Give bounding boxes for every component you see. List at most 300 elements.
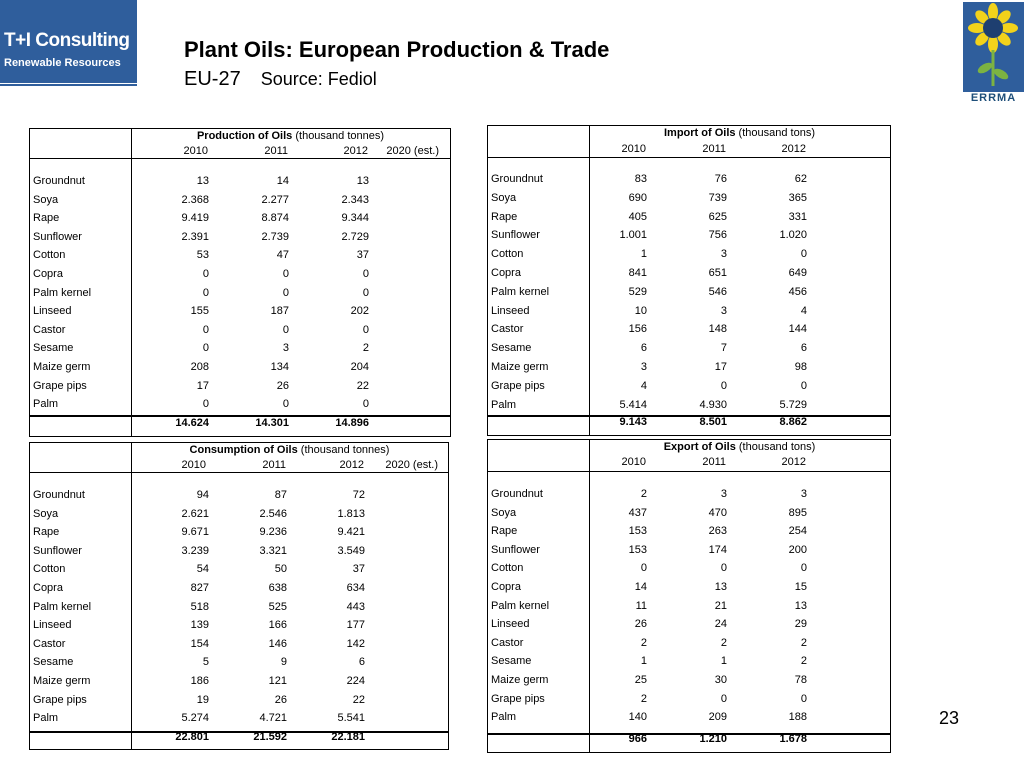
production-table — [29, 128, 451, 437]
row-value: 5.729 — [779, 398, 807, 411]
row-value: 0 — [282, 268, 289, 280]
row-value: 263 — [708, 525, 727, 538]
row-value: 15 — [794, 581, 807, 593]
total-row — [30, 414, 450, 432]
table-row — [488, 485, 890, 503]
year-header: 2010 — [181, 459, 206, 471]
row-value: 2.621 — [181, 507, 209, 520]
row-label: Sesame — [491, 655, 532, 668]
total-value: 21.592 — [253, 731, 287, 743]
table-row — [488, 189, 890, 207]
row-value: 2.729 — [341, 230, 369, 243]
row-value: 188 — [788, 711, 807, 724]
table-title-unit: (thousand tons) — [735, 441, 816, 453]
header-divider — [488, 157, 890, 158]
row-value: 166 — [268, 619, 287, 632]
production-table-title — [131, 130, 450, 143]
row-value: 625 — [708, 210, 727, 223]
row-value: 3 — [640, 361, 647, 373]
row-value: 156 — [628, 323, 647, 336]
row-value: 3 — [720, 488, 727, 500]
row-label: Palm — [33, 712, 59, 725]
row-label: Maize germ — [33, 361, 91, 373]
table-row — [488, 541, 890, 559]
row-value: 62 — [794, 173, 807, 185]
import-table-title — [589, 127, 890, 140]
total-row — [30, 728, 448, 746]
year-header: 2012 — [781, 456, 806, 468]
row-value: 470 — [708, 506, 727, 519]
table-row — [30, 505, 448, 523]
row-value: 0 — [800, 248, 807, 261]
row-label: Palm kernel — [33, 286, 92, 299]
row-value: 0 — [202, 323, 209, 336]
table-row — [488, 320, 890, 338]
table-row — [488, 396, 890, 414]
total-value: 22.801 — [175, 731, 209, 743]
table-row — [30, 486, 448, 504]
row-value: 6 — [640, 342, 647, 355]
row-value: 13 — [356, 175, 369, 187]
row-value: 1.020 — [779, 229, 807, 242]
row-value: 0 — [362, 268, 369, 280]
row-value: 2 — [362, 342, 369, 355]
total-value: 966 — [628, 733, 647, 745]
row-label: Soya — [33, 507, 59, 520]
row-value: 153 — [628, 543, 647, 556]
table-title-unit: (thousand tons) — [735, 127, 815, 139]
row-label: Maize germ — [491, 674, 549, 686]
row-label: Groundnut — [491, 488, 543, 500]
row-label: Rape — [33, 526, 60, 539]
row-value: 139 — [190, 619, 209, 632]
table-row — [488, 634, 890, 652]
errma-logo — [963, 2, 1024, 105]
row-value: 2 — [800, 655, 807, 668]
table-row — [30, 228, 450, 246]
table-title-bold: Production of Oils — [196, 130, 293, 142]
row-value: 146 — [268, 637, 287, 650]
row-value: 4 — [800, 304, 807, 317]
table-row — [488, 226, 890, 244]
row-value: 9.236 — [259, 526, 287, 539]
table-row — [30, 598, 448, 616]
row-value: 1 — [640, 248, 647, 261]
row-label: Grape pips — [33, 379, 87, 392]
table-row — [488, 283, 890, 301]
consumption-table — [29, 442, 449, 750]
row-value: 2.391 — [181, 230, 209, 243]
row-label: Palm kernel — [33, 600, 92, 613]
total-value: 1.210 — [699, 733, 727, 745]
row-value: 154 — [190, 637, 209, 650]
row-value: 2 — [640, 488, 647, 500]
table-row — [30, 284, 450, 302]
row-value: 0 — [800, 692, 807, 705]
table-row — [30, 302, 450, 320]
row-value: 2.368 — [181, 193, 209, 206]
table-row — [30, 691, 448, 709]
logo-line-2: Renewable Resources — [4, 57, 121, 69]
year-header: 2020 (est.) — [386, 145, 439, 157]
row-value: 94 — [196, 489, 209, 501]
table-row — [488, 671, 890, 689]
row-value: 0 — [720, 379, 727, 392]
row-value: 1.001 — [619, 229, 647, 242]
row-label: Castor — [33, 323, 66, 336]
table-row — [30, 358, 450, 376]
row-value: 0 — [362, 286, 369, 299]
row-label: Linseed — [491, 304, 530, 317]
row-label: Sesame — [491, 342, 532, 355]
row-value: 525 — [268, 600, 287, 613]
table-row — [488, 559, 890, 577]
logo-line-1: T+I Consulting — [4, 30, 130, 51]
row-value: 2 — [640, 636, 647, 649]
row-value: 17 — [714, 361, 727, 373]
table-row — [488, 302, 890, 320]
table-row — [30, 191, 450, 209]
table-row — [488, 358, 890, 376]
export-table-title — [589, 441, 890, 454]
row-value: 529 — [628, 285, 647, 298]
row-value: 134 — [270, 361, 289, 373]
row-value: 4 — [640, 379, 647, 392]
row-value: 0 — [202, 398, 209, 411]
row-value: 9.671 — [181, 526, 209, 539]
table-row — [30, 653, 448, 671]
row-value: 144 — [788, 323, 807, 336]
row-value: 0 — [362, 398, 369, 411]
row-value: 153 — [628, 525, 647, 538]
row-value: 208 — [190, 361, 209, 373]
total-value: 9.143 — [619, 416, 647, 428]
row-label: Cotton — [491, 562, 524, 575]
row-value: 72 — [352, 489, 365, 501]
row-value: 2.546 — [259, 507, 287, 520]
row-value: 30 — [714, 674, 727, 686]
row-label: Linseed — [33, 619, 72, 632]
row-value: 24 — [714, 618, 727, 631]
row-value: 26 — [634, 618, 647, 631]
year-header: 2012 — [339, 459, 364, 471]
table-row — [30, 321, 450, 339]
row-label: Castor — [491, 323, 524, 336]
row-value: 518 — [190, 600, 209, 613]
row-value: 2.739 — [261, 230, 289, 243]
row-label: Cotton — [491, 248, 524, 261]
row-value: 0 — [720, 692, 727, 705]
row-value: 11 — [635, 599, 647, 612]
row-value: 6 — [358, 656, 365, 669]
row-value: 365 — [788, 191, 807, 204]
row-label: Linseed — [491, 618, 530, 631]
row-value: 0 — [720, 562, 727, 575]
row-value: 76 — [714, 173, 727, 185]
row-value: 204 — [350, 361, 369, 373]
row-value: 3 — [800, 488, 807, 500]
row-label: Grape pips — [491, 379, 545, 392]
table-row — [488, 690, 890, 708]
row-value: 121 — [268, 675, 287, 687]
header-divider — [488, 471, 890, 472]
total-row — [488, 730, 890, 748]
row-value: 37 — [356, 249, 369, 262]
row-label: Rape — [491, 525, 518, 538]
table-row — [488, 504, 890, 522]
row-value: 37 — [352, 563, 365, 576]
year-header: 2011 — [702, 456, 726, 468]
row-value: 7 — [720, 342, 727, 355]
row-value: 10 — [634, 304, 647, 317]
row-value: 2.343 — [341, 193, 369, 206]
row-value: 2 — [800, 636, 807, 649]
row-value: 54 — [196, 563, 209, 576]
table-title-unit: (thousand tonnes) — [292, 130, 385, 142]
row-value: 13 — [714, 581, 727, 593]
year-header: 2010 — [183, 145, 208, 157]
row-label: Soya — [491, 191, 517, 204]
row-label: Sunflower — [491, 229, 540, 242]
row-value: 14 — [634, 581, 647, 593]
logo-divider — [0, 84, 137, 86]
row-label: Groundnut — [491, 173, 543, 185]
row-value: 1 — [640, 655, 647, 668]
total-value: 14.624 — [175, 417, 209, 429]
row-label: Copra — [491, 581, 521, 593]
row-value: 47 — [276, 249, 289, 262]
row-value: 142 — [346, 637, 365, 650]
page-subtitle — [184, 68, 377, 91]
table-title-bold: Consumption of Oils — [189, 444, 298, 456]
table-row — [30, 395, 450, 413]
row-value: 443 — [346, 600, 365, 613]
row-value: 0 — [202, 268, 209, 280]
row-value: 0 — [362, 323, 369, 336]
row-value: 200 — [788, 543, 807, 556]
row-label: Groundnut — [33, 489, 85, 501]
row-label: Cotton — [33, 563, 66, 576]
table-row — [30, 635, 448, 653]
row-value: 83 — [634, 173, 647, 185]
table-row — [488, 170, 890, 188]
row-value: 224 — [346, 675, 365, 687]
row-value: 78 — [794, 674, 807, 686]
row-value: 202 — [350, 305, 369, 318]
row-value: 3.321 — [259, 544, 287, 557]
total-value: 22.181 — [331, 731, 365, 743]
row-label: Sesame — [33, 656, 74, 669]
row-value: 827 — [190, 582, 209, 594]
row-value: 254 — [788, 525, 807, 538]
row-label: Copra — [33, 268, 63, 280]
consumption-table-title — [131, 444, 448, 457]
table-title-bold: Export of Oils — [663, 441, 736, 453]
table-row — [30, 339, 450, 357]
row-value: 26 — [276, 379, 289, 392]
total-row — [488, 413, 890, 431]
sunflower-icon — [963, 2, 1024, 92]
year-header: 2011 — [264, 145, 288, 157]
table-row — [488, 615, 890, 633]
table-title-bold: Import of Oils — [664, 127, 736, 139]
row-value: 1.813 — [337, 507, 365, 520]
row-label: Rape — [33, 212, 60, 225]
region-label: EU-27 — [184, 68, 241, 90]
table-row — [30, 377, 450, 395]
row-label: Palm — [33, 398, 59, 411]
row-value: 1 — [720, 655, 727, 668]
row-value: 0 — [202, 286, 209, 299]
row-value: 5.541 — [337, 712, 365, 725]
row-label: Cotton — [33, 249, 66, 262]
page-number: 23 — [939, 708, 960, 728]
row-value: 5 — [202, 656, 209, 669]
row-label: Sunflower — [491, 543, 540, 556]
row-label: Groundnut — [33, 175, 85, 187]
table-row — [488, 652, 890, 670]
table-row — [30, 542, 448, 560]
row-value: 0 — [800, 562, 807, 575]
row-value: 22 — [352, 693, 365, 706]
table-row — [488, 578, 890, 596]
total-value: 14.301 — [255, 417, 289, 429]
row-value: 98 — [794, 361, 807, 373]
row-label: Linseed — [33, 305, 72, 318]
row-value: 2 — [640, 692, 647, 705]
row-value: 9.421 — [337, 526, 365, 539]
row-value: 29 — [794, 618, 807, 631]
row-value: 0 — [282, 286, 289, 299]
row-value: 3 — [720, 304, 727, 317]
row-value: 0 — [800, 379, 807, 392]
year-header: 2012 — [343, 145, 368, 157]
table-row — [488, 377, 890, 395]
row-value: 26 — [274, 693, 287, 706]
row-value: 9.419 — [181, 212, 209, 225]
row-label: Sunflower — [33, 544, 82, 557]
header-divider — [30, 472, 448, 473]
row-value: 186 — [190, 675, 209, 687]
row-value: 895 — [788, 506, 807, 519]
row-value: 140 — [628, 711, 647, 724]
row-value: 5.274 — [181, 712, 209, 725]
row-value: 4.721 — [259, 712, 287, 725]
row-value: 690 — [628, 191, 647, 204]
row-value: 155 — [190, 305, 209, 318]
table-row — [30, 579, 448, 597]
row-value: 13 — [196, 175, 209, 187]
row-value: 187 — [270, 305, 289, 318]
row-value: 2.277 — [261, 193, 289, 206]
row-value: 739 — [708, 191, 727, 204]
table-row — [488, 522, 890, 540]
row-label: Palm kernel — [491, 285, 550, 298]
errma-logo-text: ERRMA — [970, 92, 1017, 104]
page-title: Plant Oils: European Production & Trade — [184, 37, 610, 62]
row-value: 437 — [628, 506, 647, 519]
row-value: 3.239 — [181, 544, 209, 557]
table-row — [30, 209, 450, 227]
row-value: 209 — [708, 711, 727, 724]
row-label: Palm — [491, 711, 517, 724]
row-value: 405 — [628, 210, 647, 223]
row-value: 0 — [282, 398, 289, 411]
row-label: Castor — [33, 637, 66, 650]
table-row — [30, 616, 448, 634]
year-header: 2011 — [262, 459, 286, 471]
export-table — [487, 439, 891, 753]
year-header: 2010 — [621, 456, 646, 468]
row-label: Palm kernel — [491, 599, 550, 612]
row-label: Soya — [491, 506, 517, 519]
row-value: 638 — [268, 582, 287, 594]
row-value: 3 — [720, 248, 727, 261]
table-row — [30, 709, 448, 727]
row-label: Grape pips — [491, 692, 545, 705]
total-value: 14.896 — [335, 417, 369, 429]
row-value: 87 — [274, 489, 287, 501]
table-row — [488, 264, 890, 282]
table-row — [488, 245, 890, 263]
table-row — [30, 265, 450, 283]
row-value: 9.344 — [341, 212, 369, 225]
row-label: Grape pips — [33, 693, 87, 706]
table-row — [30, 560, 448, 578]
row-value: 25 — [634, 674, 647, 686]
row-value: 174 — [708, 543, 727, 556]
row-label: Castor — [491, 636, 524, 649]
table-row — [30, 523, 448, 541]
row-label: Maize germ — [491, 361, 549, 373]
row-value: 331 — [788, 210, 807, 223]
row-value: 649 — [788, 267, 807, 279]
row-value: 546 — [708, 285, 727, 298]
table-row — [488, 708, 890, 726]
row-value: 6 — [800, 342, 807, 355]
row-value: 177 — [346, 619, 365, 632]
row-value: 5.414 — [619, 398, 647, 411]
year-header: 2011 — [702, 143, 726, 155]
row-value: 0 — [282, 323, 289, 336]
row-value: 8.874 — [261, 212, 289, 225]
row-value: 50 — [274, 563, 287, 576]
row-value: 19 — [196, 693, 209, 706]
table-row — [30, 246, 450, 264]
row-value: 4.930 — [699, 398, 727, 411]
row-label: Copra — [491, 267, 521, 279]
source-label: Source: Fediol — [260, 69, 377, 89]
row-value: 0 — [640, 562, 647, 575]
row-value: 21 — [714, 599, 727, 612]
row-value: 3.549 — [337, 544, 365, 557]
row-label: Soya — [33, 193, 59, 206]
row-value: 148 — [708, 323, 727, 336]
total-value: 8.862 — [779, 416, 807, 428]
table-title-unit: (thousand tonnes) — [297, 444, 390, 456]
total-value: 1.678 — [779, 733, 807, 745]
row-value: 9 — [280, 656, 287, 669]
row-label: Maize germ — [33, 675, 91, 687]
row-value: 756 — [708, 229, 727, 242]
row-value: 17 — [196, 379, 209, 392]
row-value: 3 — [282, 342, 289, 355]
row-value: 634 — [346, 582, 365, 594]
row-label: Rape — [491, 210, 518, 223]
row-value: 13 — [794, 599, 807, 612]
row-value: 53 — [196, 249, 209, 262]
row-label: Sunflower — [33, 230, 82, 243]
